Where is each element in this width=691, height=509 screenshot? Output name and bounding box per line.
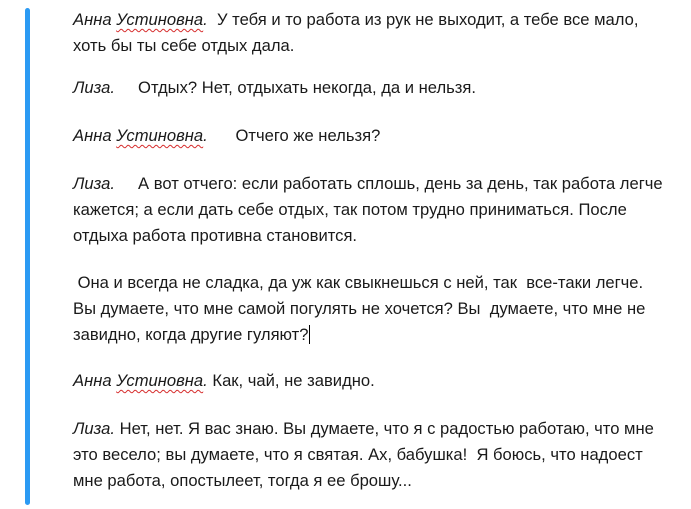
paragraph-line: кажется; а если дать себе отдых, так потом трудно приниматься. После xyxy=(73,200,627,219)
speaker-name: Лиза. xyxy=(73,174,115,193)
paragraph-line xyxy=(73,416,673,442)
paragraph-7 xyxy=(73,416,673,494)
spellcheck-flagged-word: Устиновна xyxy=(116,126,204,145)
speaker-name: Лиза. xyxy=(73,419,115,438)
quote-accent-bar xyxy=(25,8,30,505)
paragraph-line xyxy=(73,75,673,101)
paragraph-line xyxy=(73,171,673,197)
paragraph-5 xyxy=(73,270,673,348)
speaker-first-name: Анна xyxy=(73,126,112,145)
speaker-first-name: Анна xyxy=(73,371,112,390)
speaker-punctuation: . xyxy=(203,371,208,390)
paragraph-3 xyxy=(73,123,673,149)
dialogue-text: завидно, когда другие гуляют? xyxy=(73,325,309,344)
speaker-name: Лиза. xyxy=(73,78,115,97)
speaker-first-name: Анна xyxy=(73,10,112,29)
paragraph-4 xyxy=(73,171,673,249)
paragraph-line: это весело; вы думаете, что я святая. Ах, бабушка! Я боюсь, что надоест xyxy=(73,445,643,464)
paragraph-line: хоть бы ты себе отдых дала. xyxy=(73,36,295,55)
paragraph-1 xyxy=(73,7,673,59)
spellcheck-flagged-word: Устиновна xyxy=(116,371,204,390)
dialogue-text: Как, чай, не завидно. xyxy=(207,371,375,390)
paragraph-line xyxy=(73,123,673,149)
speaker-name xyxy=(73,126,208,145)
paragraph-6 xyxy=(73,368,673,394)
speaker-name xyxy=(73,371,208,390)
dialogue-text: У тебя и то работа из рук не выходит, а тебе все мало, xyxy=(207,10,639,29)
speaker-name xyxy=(73,10,208,29)
dialogue-text: Отчего же нельзя? xyxy=(207,126,381,145)
dialogue-text: Отдых? Нет, отдыхать некогда, да и нельзя. xyxy=(114,78,477,97)
paragraph-line xyxy=(73,322,673,348)
text-cursor xyxy=(309,325,310,344)
paragraph-line: отдыха работа противна становится. xyxy=(73,226,358,245)
paragraph-line: Она и всегда не сладка, да уж как свыкнешься с ней, так все-таки легче. xyxy=(73,273,644,292)
dialogue-text: Нет, нет. Я вас знаю. Вы думаете, что я с радостью работаю, что мне xyxy=(114,419,654,438)
speaker-punctuation: . xyxy=(203,126,208,145)
dialogue-text: А вот отчего: если работать сплошь, день за день, так работа легче xyxy=(114,174,663,193)
paragraph-line xyxy=(73,7,673,33)
paragraph-line xyxy=(73,368,673,394)
paragraph-2 xyxy=(73,75,673,101)
paragraph-line: Вы думаете, что мне самой погулять не хочется? Вы думаете, что мне не xyxy=(73,299,646,318)
spellcheck-flagged-word: Устиновна xyxy=(116,10,204,29)
paragraph-line: мне работа, опостылеет, тогда я ее брошу... xyxy=(73,471,412,490)
speaker-punctuation: . xyxy=(203,10,208,29)
